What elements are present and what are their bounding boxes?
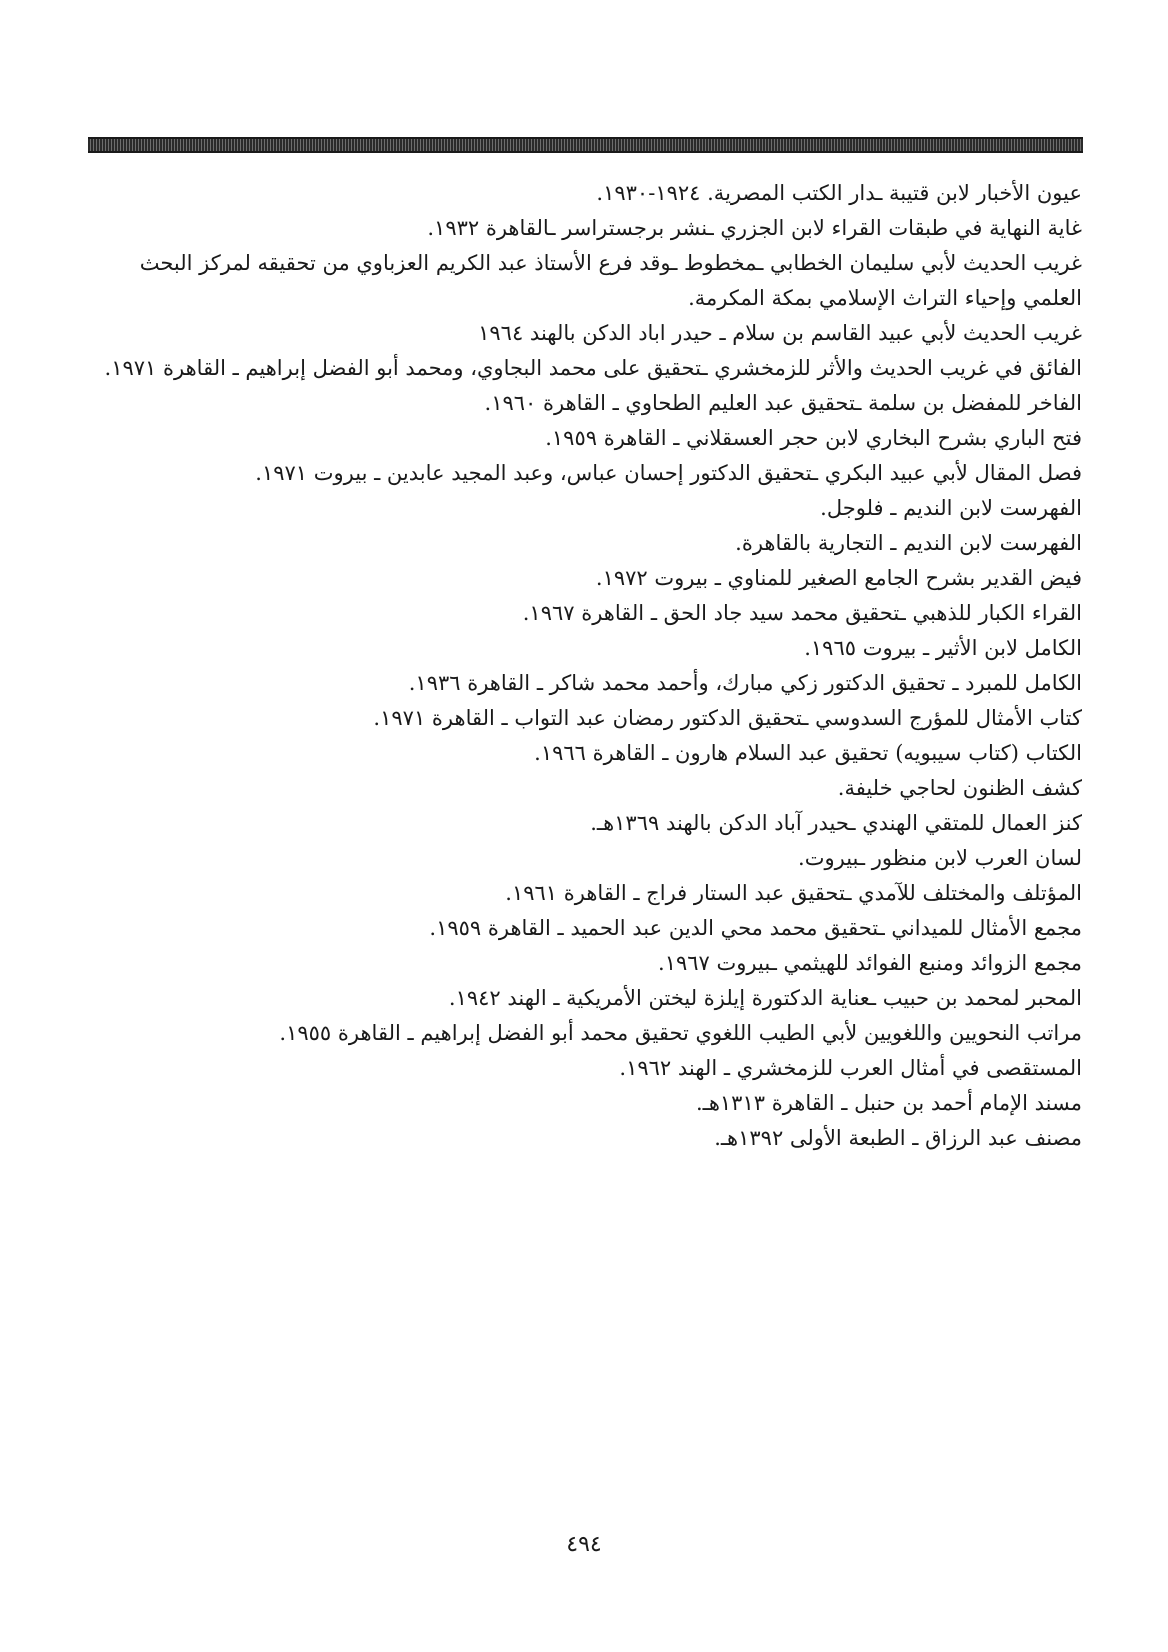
bibliography-entry: غاية النهاية في طبقات القراء لابن الجزري ـنشر برجستراسر ـالقاهرة ١٩٣٢. bbox=[427, 216, 1082, 240]
bibliography-entry: مجمع الزوائد ومنبع الفوائد للهيثمي ـبيروت ١٩٦٧. bbox=[658, 951, 1082, 975]
bibliography-entry: المحبر لمحمد بن حبيب ـعناية الدكتورة إيلزة ليختن الأمريكية ـ الهند ١٩٤٢. bbox=[448, 986, 1082, 1010]
bibliography-entry: الفهرست لابن النديم ـ التجارية بالقاهرة. bbox=[735, 531, 1082, 555]
bibliography-entry: مسند الإمام أحمد بن حنبل ـ القاهرة ١٣١٣هـ. bbox=[696, 1091, 1082, 1115]
bibliography-entry: مصنف عبد الرزاق ـ الطبعة الأولى ١٣٩٢هـ. bbox=[714, 1126, 1082, 1150]
bibliography-entry: غريب الحديث لأبي سليمان الخطابي ـمخطوط ـوقد فرع الأستاذ عبد الكريم العزباوي من تحقيقه لمركز البحث العلمي وإحياء التراث الإسلامي بمكة المكرمة. bbox=[139, 251, 1082, 310]
bibliography-entry: فيض القدير بشرح الجامع الصغير للمناوي ـ بيروت ١٩٧٢. bbox=[595, 566, 1082, 590]
bibliography-entry: الكامل للمبرد ـ تحقيق الدكتور زكي مبارك، وأحمد محمد شاكر ـ القاهرة ١٩٣٦. bbox=[408, 671, 1082, 695]
bibliography-entry: كتاب الأمثال للمؤرج السدوسي ـتحقيق الدكتور رمضان عبد التواب ـ القاهرة ١٩٧١. bbox=[373, 706, 1082, 730]
bibliography-entry: الكتاب (كتاب سيبويه) تحقيق عبد السلام هارون ـ القاهرة ١٩٦٦. bbox=[534, 741, 1082, 765]
bibliography-entry: كنز العمال للمتقي الهندي ـحيدر آباد الدكن بالهند ١٣٦٩هـ. bbox=[590, 811, 1082, 835]
page-number: ٤٩٤ bbox=[566, 1532, 602, 1557]
bibliography-entry: الفاخر للمفضل بن سلمة ـتحقيق عبد العليم الطحاوي ـ القاهرة ١٩٦٠. bbox=[484, 391, 1082, 415]
bibliography-entry: فصل المقال لأبي عبيد البكري ـتحقيق الدكتور إحسان عباس، وعبد المجيد عابدين ـ بيروت ١٩٧١. bbox=[255, 461, 1082, 485]
bibliography-entry: لسان العرب لابن منظور ـبيروت. bbox=[798, 846, 1082, 870]
bibliography-list bbox=[86, 176, 1082, 1156]
bibliography-entry: المؤتلف والمختلف للآمدي ـتحقيق عبد الستار فراج ـ القاهرة ١٩٦١. bbox=[505, 881, 1082, 905]
bibliography-entry: مجمع الأمثال للميداني ـتحقيق محمد محي الدين عبد الحميد ـ القاهرة ١٩٥٩. bbox=[429, 916, 1082, 940]
bibliography-entry: كشف الظنون لحاجي خليفة. bbox=[837, 776, 1082, 800]
bibliography-entry: الفائق في غريب الحديث والأثر للزمخشري ـتحقيق على محمد البجاوي، ومحمد أبو الفضل إبراهيم ـ القاهرة ١٩٧١. bbox=[104, 356, 1082, 380]
bibliography-entry: القراء الكبار للذهبي ـتحقيق محمد سيد جاد الحق ـ القاهرة ١٩٦٧. bbox=[522, 601, 1082, 625]
bibliography-entry: الكامل لابن الأثير ـ بيروت ١٩٦٥. bbox=[804, 636, 1082, 660]
bibliography-entry: عيون الأخبار لابن قتيبة ـدار الكتب المصرية. ١٩٢٤-١٩٣٠. bbox=[596, 181, 1082, 205]
bibliography-entry: الفهرست لابن النديم ـ فلوجل. bbox=[820, 496, 1082, 520]
bibliography-entry: مراتب النحويين واللغويين لأبي الطيب اللغوي تحقيق محمد أبو الفضل إبراهيم ـ القاهرة ١٩٥٥. bbox=[279, 1021, 1082, 1045]
bibliography-entry: غريب الحديث لأبي عبيد القاسم بن سلام ـ حيدر اباد الدكن بالهند ١٩٦٤ bbox=[478, 321, 1082, 345]
bibliography-entry: المستقصى في أمثال العرب للزمخشري ـ الهند ١٩٦٢. bbox=[619, 1056, 1082, 1080]
bibliography-entry: فتح الباري بشرح البخاري لابن حجر العسقلاني ـ القاهرة ١٩٥٩. bbox=[545, 426, 1082, 450]
header-rule bbox=[88, 137, 1083, 153]
